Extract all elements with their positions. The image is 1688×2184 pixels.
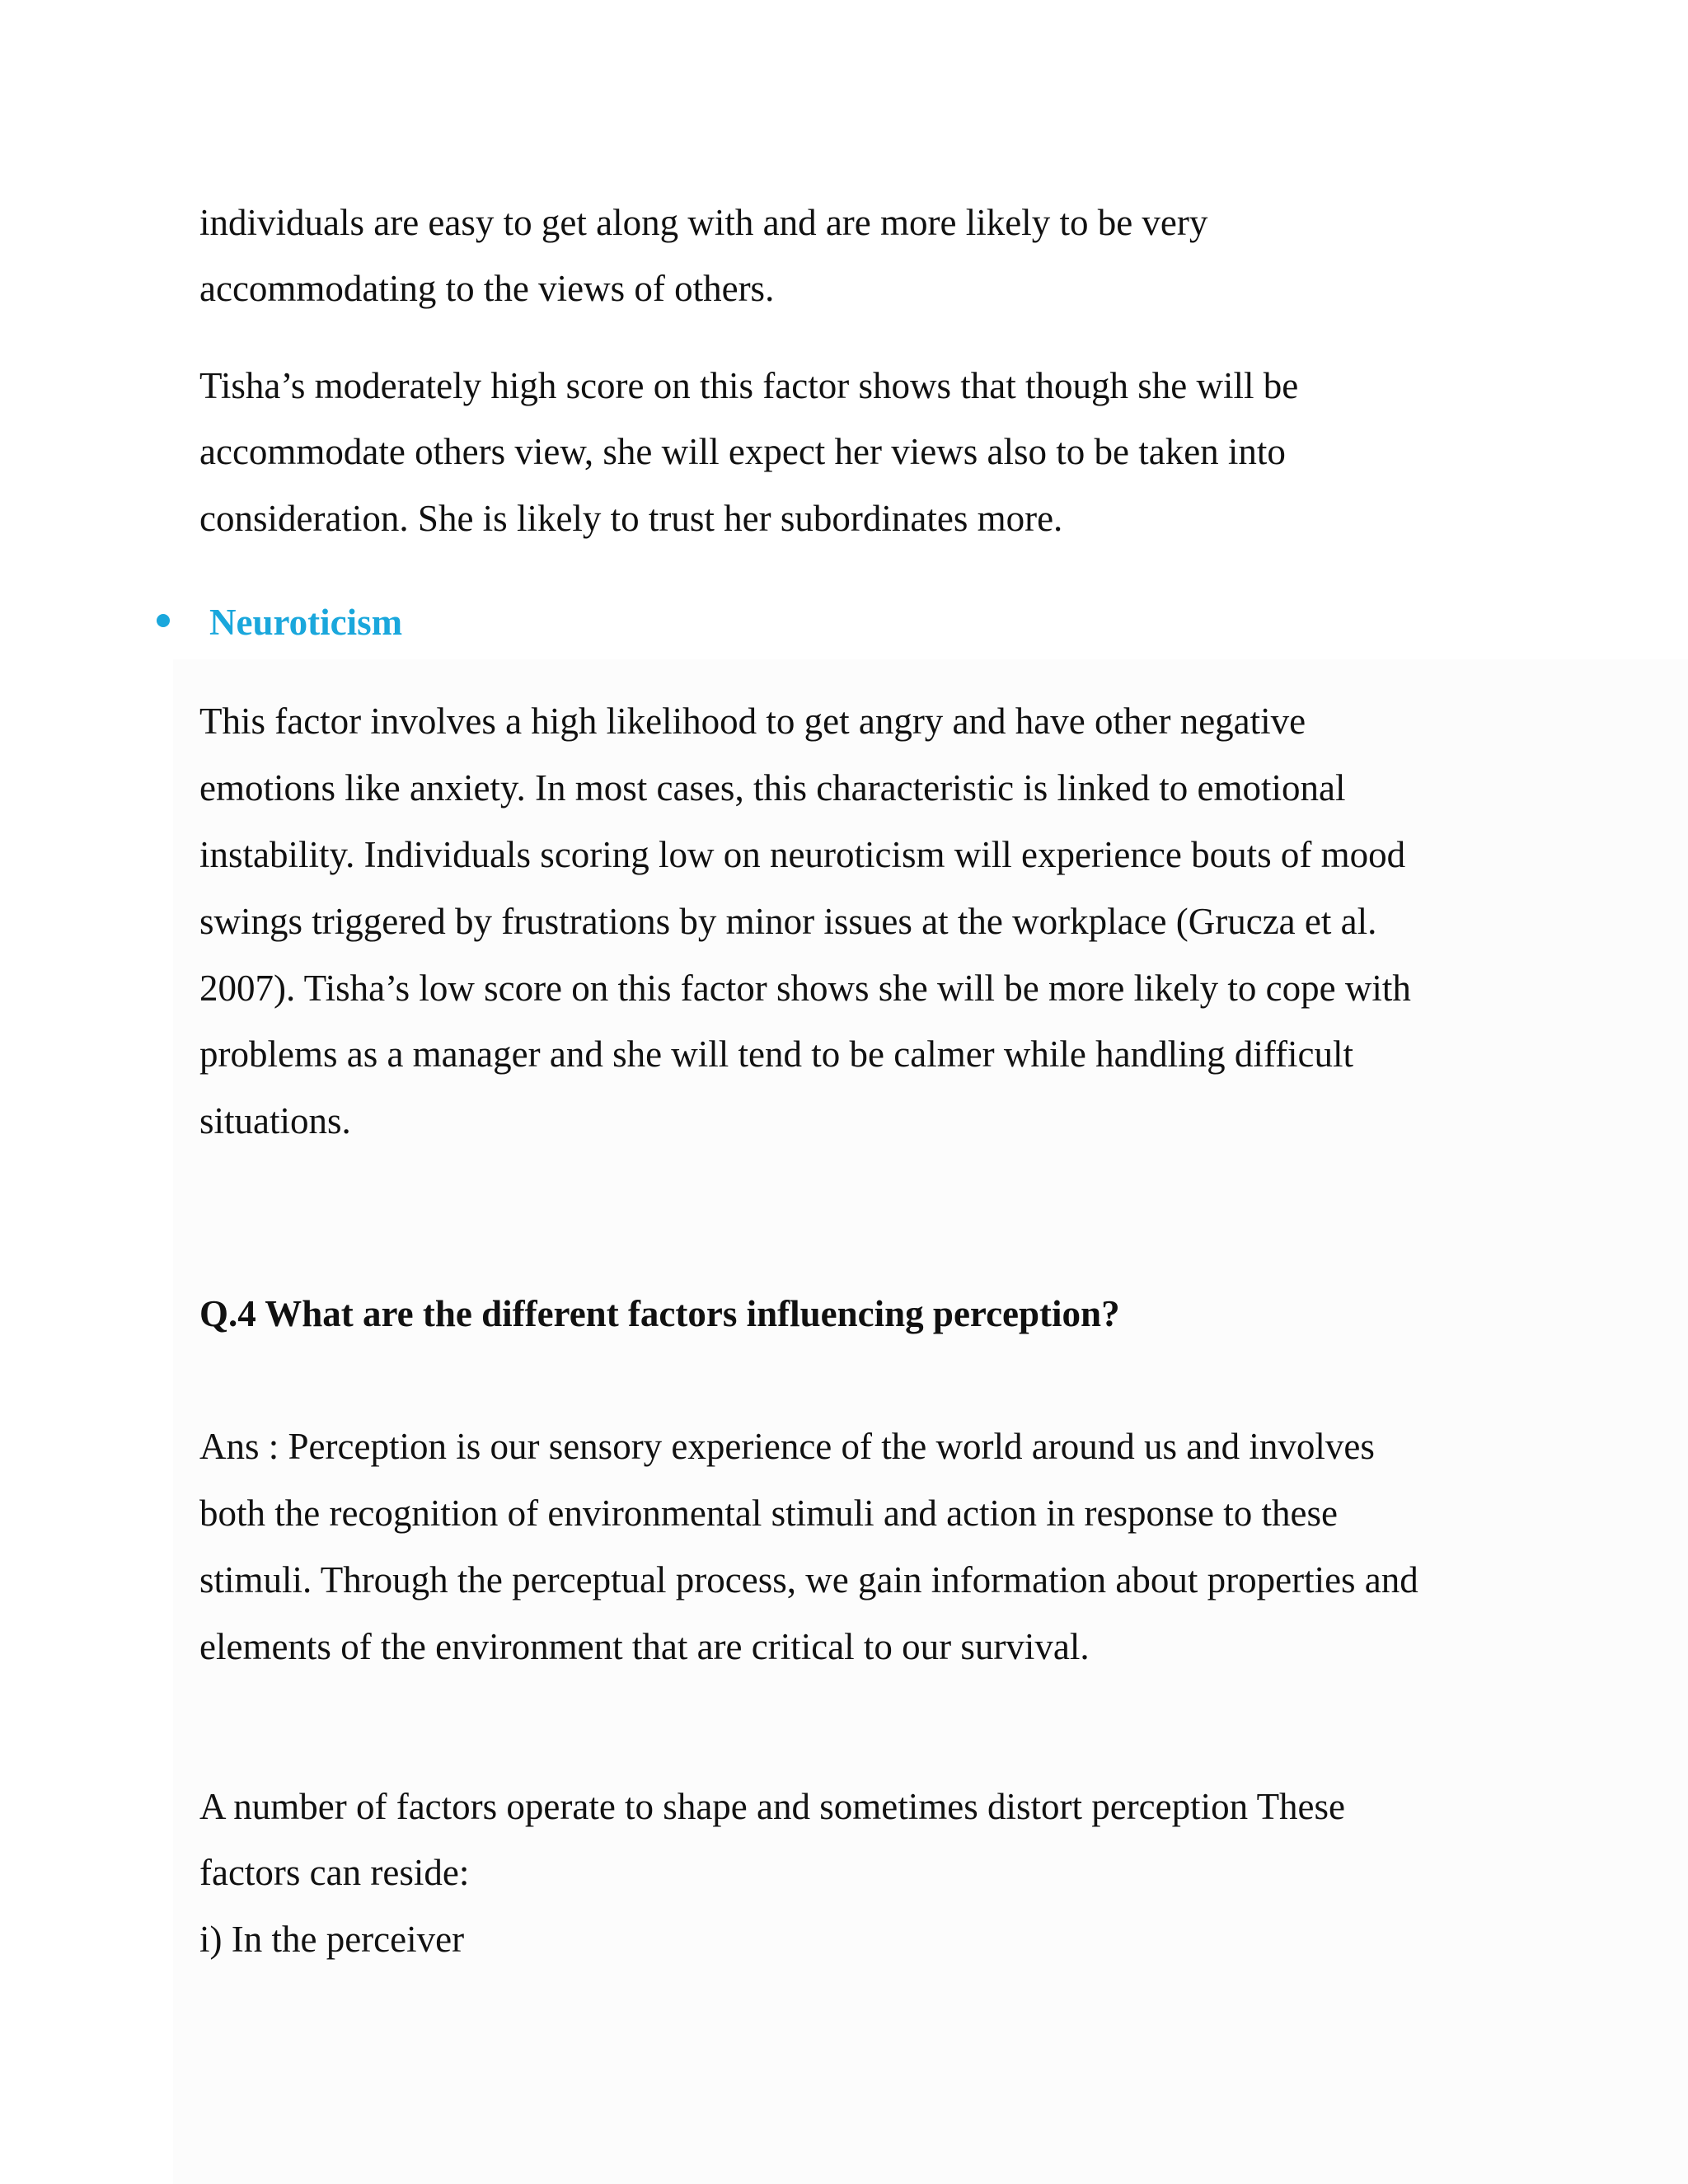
text-line: Tisha’s moderately high score on this factor shows that though she will be bbox=[199, 365, 1299, 406]
text-line: accommodate others view, she will expect her views also to be taken into bbox=[199, 431, 1286, 472]
text-line: instability. Individuals scoring low on neuroticism will experience bouts of mood bbox=[199, 834, 1406, 875]
text-line: individuals are easy to get along with and are more likely to be very bbox=[199, 202, 1208, 243]
text-line: 2007). Tisha’s low score on this factor shows she will be more likely to cope with bbox=[199, 968, 1411, 1009]
text-line: This factor involves a high likelihood to get angry and have other negative bbox=[199, 701, 1306, 742]
text-line: stimuli. Through the perceptual process, we gain information about properties and bbox=[199, 1559, 1418, 1601]
text-line: swings triggered by frustrations by minor issues at the workplace (Grucza et al. bbox=[199, 901, 1377, 942]
section-heading-neuroticism: Neuroticism bbox=[209, 602, 403, 643]
text-line: problems as a manager and she will tend to be calmer while handling difficult bbox=[199, 1033, 1354, 1075]
question-heading: Q.4 What are the different factors influencing perception? bbox=[199, 1293, 1120, 1334]
text-line: situations. bbox=[199, 1100, 351, 1141]
text-line: A number of factors operate to shape and sometimes distort perception These bbox=[199, 1786, 1346, 1827]
text-line: both the recognition of environmental stimuli and action in response to these bbox=[199, 1493, 1338, 1534]
text-line: i) In the perceiver bbox=[199, 1919, 465, 1960]
text-line: emotions like anxiety. In most cases, this characteristic is linked to emotional bbox=[199, 767, 1346, 808]
text-line: elements of the environment that are critical to our survival. bbox=[199, 1626, 1090, 1667]
text-line: factors can reside: bbox=[199, 1852, 470, 1893]
bullet-icon bbox=[157, 614, 170, 627]
text-line: consideration. She is likely to trust her subordinates more. bbox=[199, 498, 1063, 539]
text-line: Ans : Perception is our sensory experience of the world around us and involves bbox=[199, 1426, 1375, 1467]
text-line: accommodating to the views of others. bbox=[199, 268, 775, 309]
